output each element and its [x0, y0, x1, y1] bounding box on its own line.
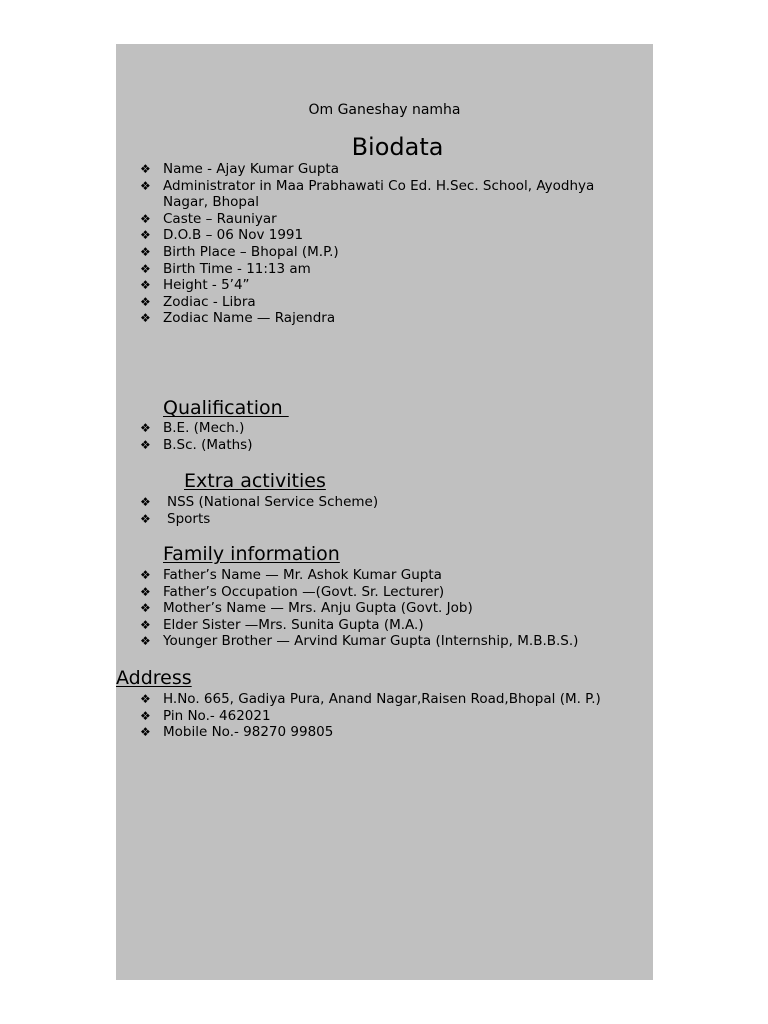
diamond-bullet-icon: ❖: [140, 725, 151, 740]
list-item: ❖ Younger Brother — Arvind Kumar Gupta (Internship, M.B.B.S.): [140, 633, 579, 650]
diamond-bullet-icon: ❖: [140, 261, 151, 276]
family-information-heading: Family information: [163, 543, 340, 565]
list-item: ❖ Father’s Occupation —(Govt. Sr. Lecturer): [140, 583, 445, 600]
diamond-bullet-icon: ❖: [140, 244, 151, 259]
diamond-bullet-icon: ❖: [140, 437, 151, 452]
list-item: ❖ B.E. (Mech.): [140, 420, 245, 436]
list-item: ❖ H.No. 665, Gadiya Pura, Anand Nagar,Raisen Road,Bhopal (M. P.): [140, 691, 601, 707]
diamond-bullet-icon: ❖: [140, 601, 151, 616]
qualification-heading: Qualification: [163, 397, 289, 419]
diamond-bullet-icon: ❖: [140, 634, 151, 649]
diamond-bullet-icon: ❖: [140, 495, 151, 509]
list-item: ❖ Mother’s Name — Mrs. Anju Gupta (Govt. Job): [140, 600, 473, 617]
extra-activities-heading: Extra activities: [184, 470, 326, 492]
list-item: ❖ Height - 5’4”: [140, 277, 250, 294]
list-item: ❖ Birth Time - 11:13 am: [140, 260, 311, 277]
diamond-bullet-icon: ❖: [140, 311, 151, 326]
document-page: [116, 44, 653, 980]
diamond-bullet-icon: ❖: [140, 692, 151, 706]
diamond-bullet-icon: ❖: [140, 178, 151, 193]
invocation-line: Om Ganeshay namha: [308, 102, 461, 118]
diamond-bullet-icon: ❖: [140, 421, 151, 435]
list-item: ❖ Zodiac - Libra: [140, 293, 256, 310]
diamond-bullet-icon: ❖: [140, 211, 151, 226]
list-item: ❖ Mobile No.- 98270 99805: [140, 724, 334, 741]
list-item: ❖ Father’s Name — Mr. Ashok Kumar Gupta: [140, 567, 442, 583]
personal-details-list: [140, 161, 640, 327]
list-item: ❖ Name - Ajay Kumar Gupta: [140, 161, 339, 177]
diamond-bullet-icon: ❖: [140, 568, 151, 582]
diamond-bullet-icon: ❖: [140, 228, 151, 243]
list-item: ❖ Zodiac Name — Rajendra: [140, 310, 336, 327]
list-item: ❖ B.Sc. (Maths): [140, 436, 253, 453]
document-title: Biodata: [351, 133, 444, 161]
list-item: ❖ Administrator in Maa Prabhawati Co Ed. H.Sec. School, Ayodhya Nagar, Bhopal: [140, 177, 595, 211]
extra-activities-list: [140, 494, 640, 527]
address-list: [140, 691, 640, 741]
diamond-bullet-icon: ❖: [140, 294, 151, 309]
list-item: ❖ Birth Place – Bhopal (M.P.): [140, 243, 339, 260]
diamond-bullet-icon: ❖: [140, 511, 151, 526]
list-item: ❖ Pin No.- 462021: [140, 707, 271, 724]
list-item: ❖ NSS (National Service Scheme): [140, 494, 379, 510]
diamond-bullet-icon: ❖: [140, 617, 151, 632]
qualification-list: [140, 420, 640, 453]
list-item: ❖ Sports: [140, 510, 211, 527]
list-item: ❖ D.O.B – 06 Nov 1991: [140, 227, 304, 244]
list-item: ❖ Caste – Rauniyar: [140, 210, 277, 227]
diamond-bullet-icon: ❖: [140, 584, 151, 599]
diamond-bullet-icon: ❖: [140, 708, 151, 723]
diamond-bullet-icon: ❖: [140, 162, 151, 176]
family-information-list: [140, 567, 640, 650]
address-heading: Address: [116, 667, 192, 689]
list-item: ❖ Elder Sister —Mrs. Sunita Gupta (M.A.): [140, 616, 424, 633]
diamond-bullet-icon: ❖: [140, 278, 151, 293]
